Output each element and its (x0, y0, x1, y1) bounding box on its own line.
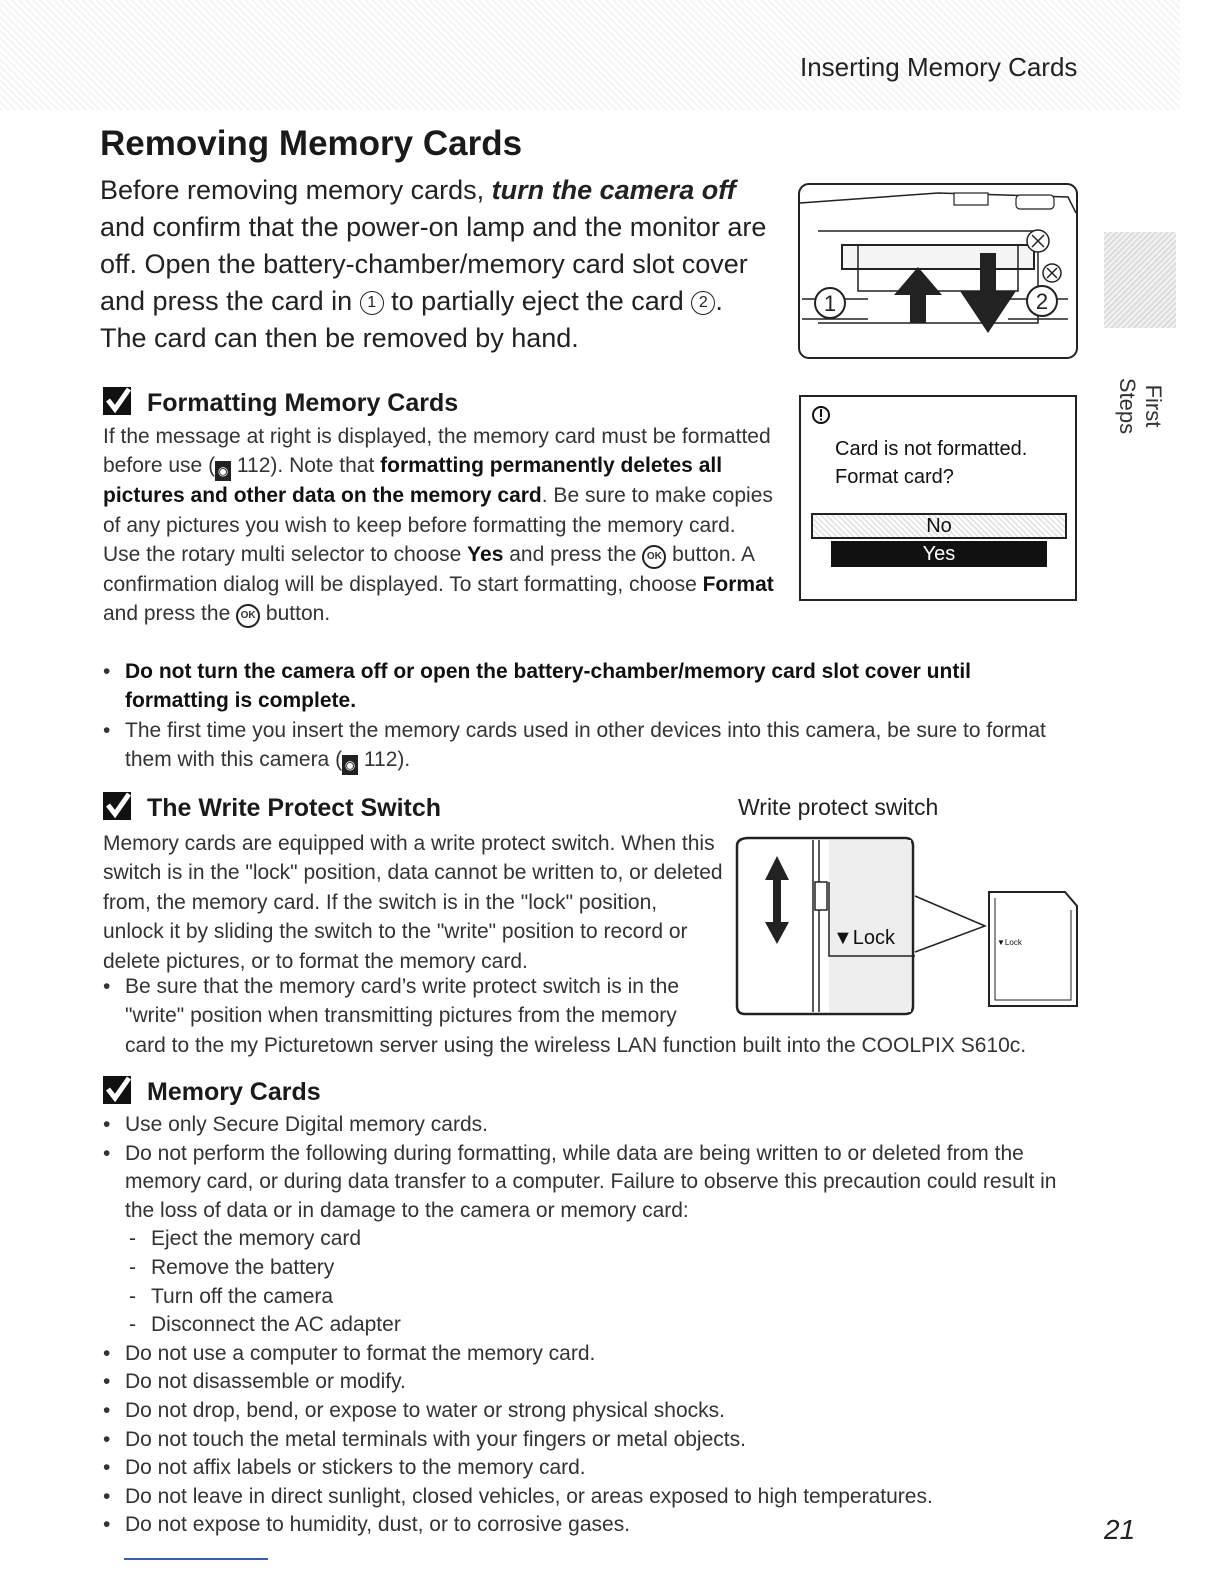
page-number: 21 (1104, 1514, 1136, 1545)
card-eject-diagram (798, 183, 1078, 359)
removing-intro: Before removing memory cards, turn the camera off and confirm that the power-on lamp and the monitor are off. Open the battery-chamber/memory card slot cover and press the card in 1 to partially eject the card 2 . The card can then be removed by hand. (100, 175, 767, 353)
sub-list-item: - Turn off the camera (125, 1283, 1078, 1312)
formatting-section (103, 387, 778, 628)
list-item: • Do not leave in direct sunlight, closed vehicles, or areas exposed to high temperatures. (103, 1483, 1078, 1512)
list-item: • Do not touch the metal terminals with your fingers or metal objects. (103, 1426, 1078, 1455)
ok-button-icon: OK (642, 545, 666, 569)
sub-list-item: - Eject the memory card (125, 1225, 1078, 1254)
note-check-icon (103, 387, 131, 415)
dialog-message: Card is not formatted. Format card? (835, 438, 1028, 488)
header-title: Inserting Memory Cards (800, 52, 1078, 82)
memory-cards-heading: Memory Cards (103, 1076, 1078, 1107)
side-tab-marker (1104, 232, 1176, 328)
dialog-option-no[interactable]: No (811, 513, 1067, 539)
list-item: • The first time you insert the memory cards used in other devices into this camera, be sure to format them with this camera ( ◉ 112). (103, 716, 1063, 775)
sub-list (125, 1225, 1078, 1339)
sub-list-item: - Remove the battery (125, 1254, 1078, 1283)
list-item: • Do not disassemble or modify. (103, 1368, 1078, 1397)
formatting-text: If the message at right is displayed, the memory card must be formatted before use ( ◉ 112). Note that formatting permanently deletes all pictures and other data on the memory card. Be sure to make copies of any pictures you wish to keep before formatting the memory card. (103, 425, 773, 537)
formatting-bullets (103, 657, 1063, 775)
formatting-heading: Formatting Memory Cards (103, 387, 778, 418)
list-item: • Use only Secure Digital memory cards. (103, 1111, 1078, 1140)
list-item: • Do not expose to humidity, dust, or to corrosive gases. (103, 1511, 1078, 1540)
list-item: • Be sure that the memory card’s write protect switch is in the "write" position when transmitting pictures from the memory card to the my Picturetown server using the wireless LAN function built into the COOLPIX S610c. (103, 972, 1063, 1060)
reference-icon: ◉ (342, 755, 358, 775)
side-tab-label: First Steps (1115, 377, 1166, 435)
dialog-option-yes[interactable]: Yes (831, 541, 1047, 567)
sub-list-item: - Disconnect the AC adapter (125, 1311, 1078, 1340)
step-1-marker: 1 (360, 291, 384, 315)
list-item: • Do not turn the camera off or open the battery-chamber/memory card slot cover until formatting is complete. (103, 657, 1063, 716)
turn-off-emphasis: turn the camera off (491, 175, 736, 205)
list-item: • Do not perform the following during formatting, while data are being written to or deleted from the memory card, or during data transfer to a computer. Failure to observe this precaution could result in the loss of data or in damage to the camera or memory card: - Eject the memory card - Remove the battery - Turn off the camera - Disconnect the AC adapter (103, 1140, 1078, 1340)
formatting-instructions: Use the rotary multi selector to choose Yes and press the OK button. A confirmation dialog will be displayed. To start formatting, choose Format and press the OK button. (103, 540, 778, 628)
memory-cards-list (103, 1111, 1078, 1540)
write-protect-section (103, 792, 723, 976)
list-item: • Do not use a computer to format the memory card. (103, 1340, 1078, 1369)
note-check-icon (103, 1076, 131, 1104)
list-item: • Do not affix labels or stickers to the memory card. (103, 1454, 1078, 1483)
diagram-step-2: 2 (1035, 289, 1049, 314)
write-protect-diagram (735, 836, 1080, 1020)
footer-rule (124, 1558, 268, 1560)
write-protect-caption: Write protect switch (738, 794, 939, 820)
warning-icon (811, 405, 831, 425)
write-protect-heading: The Write Protect Switch (103, 792, 723, 823)
step-2-marker: 2 (691, 291, 715, 315)
card-lock-label: ▼Lock (997, 938, 1022, 947)
list-item: • Do not drop, bend, or expose to water or strong physical shocks. (103, 1397, 1078, 1426)
reference-icon: ◉ (215, 461, 231, 481)
write-protect-text: Memory cards are equipped with a write protect switch. When this switch is in the "lock" position, data cannot be written to, or deleted from, the memory card. If the switch is in the "lock" position, unlock it by sliding the switch to the "write" position to record or delete pictures, or to format the memory card. (103, 832, 723, 973)
format-dialog-screen (799, 395, 1077, 601)
memory-cards-section (103, 1076, 1078, 1540)
ok-button-icon: OK (236, 604, 260, 628)
note-check-icon (103, 792, 131, 820)
page-title: Removing Memory Cards (100, 124, 523, 163)
lock-label: ▼Lock (833, 927, 896, 949)
diagram-step-1: 1 (823, 291, 837, 316)
